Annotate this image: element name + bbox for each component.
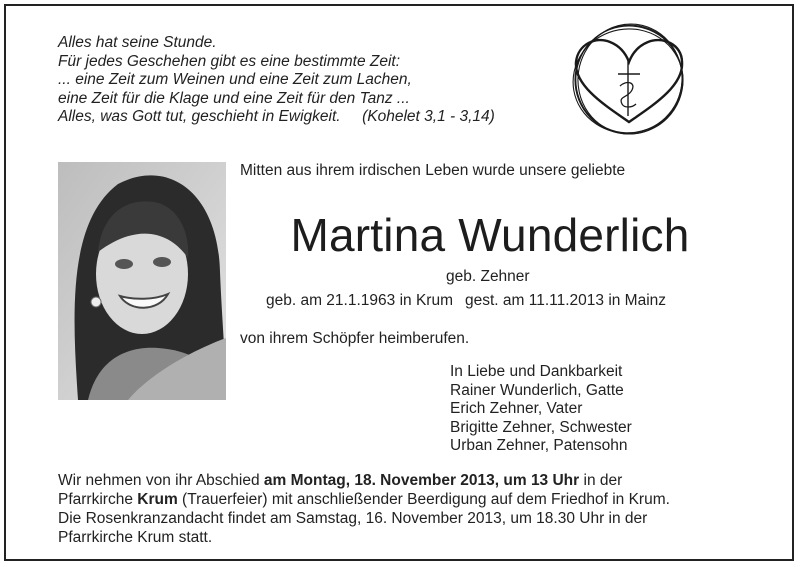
called-home-text: von ihrem Schöpfer heimberufen. xyxy=(240,330,470,347)
maiden-name: geb. Zehner xyxy=(446,268,530,285)
mourner-line: In Liebe und Dankbarkeit xyxy=(450,363,623,380)
poem-line: eine Zeit für die Klage und eine Zeit für den Tanz ... xyxy=(58,89,410,107)
death-date: gest. am 11.11.2013 in Mainz xyxy=(464,292,667,309)
poem-block xyxy=(58,34,495,127)
intro-text: Mitten aus ihrem irdischen Leben wurde unsere geliebte xyxy=(240,162,626,179)
poem-citation: (Kohelet 3,1 - 3,14) xyxy=(362,108,495,126)
poem-line: Alles, was Gott tut, geschieht in Ewigkeit. xyxy=(58,108,341,126)
notice-line: Die Rosenkranzandacht findet am Samstag, 16. November 2013, um 18.30 Uhr in der xyxy=(58,510,648,527)
notice-line: Wir nehmen von ihr Abschied am Montag, 18. November 2013, um 13 Uhr in der xyxy=(58,472,623,489)
heart-cross-icon xyxy=(566,22,692,136)
deceased-name: Martina Wunderlich xyxy=(290,209,690,261)
notice-line: Pfarrkirche Krum statt. xyxy=(58,529,213,546)
poem-line: Alles hat seine Stunde. xyxy=(58,34,217,51)
life-dates xyxy=(266,292,678,310)
poem-line-last xyxy=(58,108,495,127)
funeral-date: am Montag, 18. November 2013, um 13 Uhr xyxy=(263,472,580,489)
poem-line: Für jedes Geschehen gibt es eine bestimmte Zeit: xyxy=(58,52,401,70)
mourners-list xyxy=(450,363,632,456)
funeral-notice xyxy=(58,471,670,547)
portrait-image xyxy=(58,162,226,400)
church-location: Krum xyxy=(137,491,178,508)
mourner-line: Urban Zehner, Patensohn xyxy=(450,437,628,455)
mourner-line: Brigitte Zehner, Schwester xyxy=(450,418,632,436)
mourner-line: Rainer Wunderlich, Gatte xyxy=(450,381,624,399)
mourner-line: Erich Zehner, Vater xyxy=(450,400,583,418)
poem-line: ... eine Zeit zum Weinen und eine Zeit zum Lachen, xyxy=(58,71,412,89)
portrait-photo xyxy=(58,162,226,400)
birth-date: geb. am 21.1.1963 in Krum xyxy=(266,292,453,309)
notice-line: Pfarrkirche Krum (Trauerfeier) mit anschließender Beerdigung auf dem Friedhof in Krum. xyxy=(58,491,670,508)
